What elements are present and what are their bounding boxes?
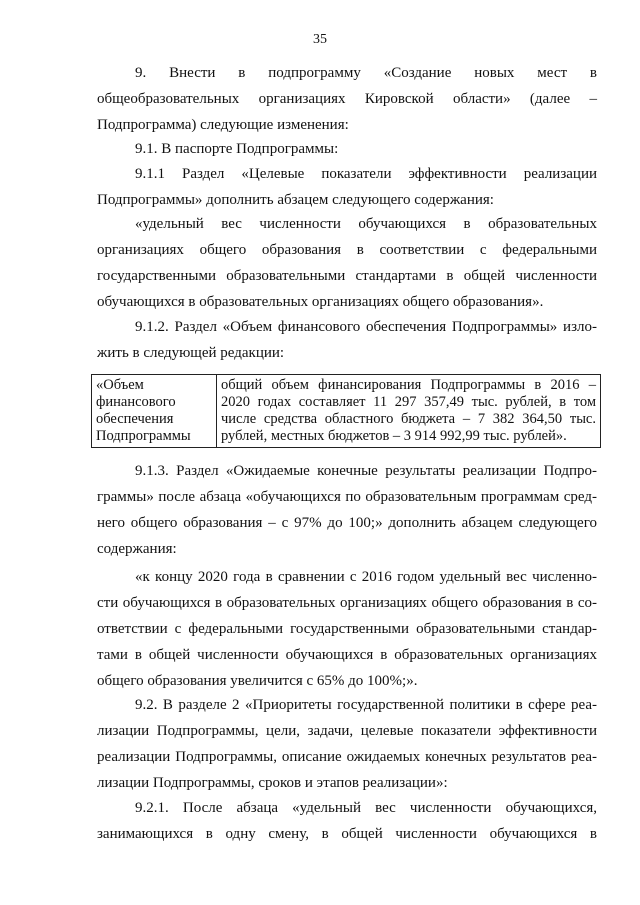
cell-line: 2020 годах составляет 11 297 357,49 тыс. рублей, в том [221,394,596,410]
paragraph-9-1-3 [97,458,597,562]
cell-line: «Объем [96,377,144,393]
cell-line: финансового [96,394,176,410]
financing-table [91,374,601,448]
text-line: занимающихся в одну смену, в общей численности обучающихся в [97,826,597,842]
page-number: 35 [313,32,327,47]
text-line: содержания: [97,541,177,557]
text-line: лизации Подпрограммы, цели, задачи, целевые показатели эффективности [97,723,597,739]
paragraph-9-2 [97,692,597,796]
table-cell-label [92,375,217,448]
quote-paragraph-1 [97,211,597,315]
text-line: жить в следующей редакции: [97,345,285,361]
paragraph-9-1-2 [97,314,597,366]
text-line: лизации Подпрограммы, сроков и этапов реализации»: [97,775,448,791]
paragraph-9-1 [97,136,597,162]
text-line: тами в общей численности обучающихся в образовательных организациях [97,647,597,663]
table-cell-value [217,375,601,448]
text-line: 9.1.2. Раздел «Объем финансового обеспечения Подпрограммы» изло- [135,319,597,335]
paragraph-9 [97,60,597,138]
paragraph-9-2-1 [97,795,597,847]
text-line: 9.1.3. Раздел «Ожидаемые конечные результаты реализации Подпро- [135,463,597,479]
table-row [92,375,601,448]
text-line: общего образования увеличится с 65% до 100%;». [97,673,418,689]
text-line: «к концу 2020 года в сравнении с 2016 годом удельный вес численно- [135,569,597,585]
text-line: Подпрограмма) следующие изменения: [97,117,349,133]
cell-line: Подпрограммы [96,428,191,444]
text-line: общеобразовательных организациях Кировской области» (далее – [97,91,597,107]
text-line: 9.2.1. После абзаца «удельный вес численности обучающихся, [135,800,597,816]
text-line: 9.2. В разделе 2 «Приоритеты государственной политики в сфере реа- [135,697,597,713]
cell-line: общий объем финансирования Подпрограммы в 2016 – [221,377,596,393]
text-line: государственными образовательными стандартами в общей численности [97,268,597,284]
text-line: 9.1.1 Раздел «Целевые показатели эффективности реализации [135,166,597,182]
text-line: граммы» после абзаца «обучающихся по образовательным программам сред- [97,489,597,505]
text-line: реализации Подпрограммы, описание ожидаемых конечных результатов реа- [97,749,597,765]
text-line: ответствии с федеральными государственными образовательными стандар- [97,621,597,637]
cell-line: числе средства областного бюджета – 7 382 364,50 тыс. [221,411,596,427]
text-line: обучающихся в образовательных организациях общего образования». [97,294,544,310]
text-line: «удельный вес численности обучающихся в образовательных [135,216,597,232]
text-line: организациях общего образования в соответствии с федеральными [97,242,597,258]
text-line: сти обучающихся в образовательных организациях общего образования в со- [97,595,597,611]
text-line: 9. Внести в подпрограмму «Создание новых мест в [135,65,597,81]
paragraph-9-1-1 [97,161,597,213]
text-line: 9.1. В паспорте Подпрограммы: [135,141,339,157]
text-line: него общего образования – с 97% до 100;» дополнить абзацем следующего [97,515,597,531]
quote-paragraph-2 [97,564,597,694]
cell-line: обеспечения [96,411,174,427]
text-line: Подпрограммы» дополнить абзацем следующего содержания: [97,192,494,208]
cell-line: рублей, местных бюджетов – 3 914 992,99 тыс. рублей». [221,428,567,444]
